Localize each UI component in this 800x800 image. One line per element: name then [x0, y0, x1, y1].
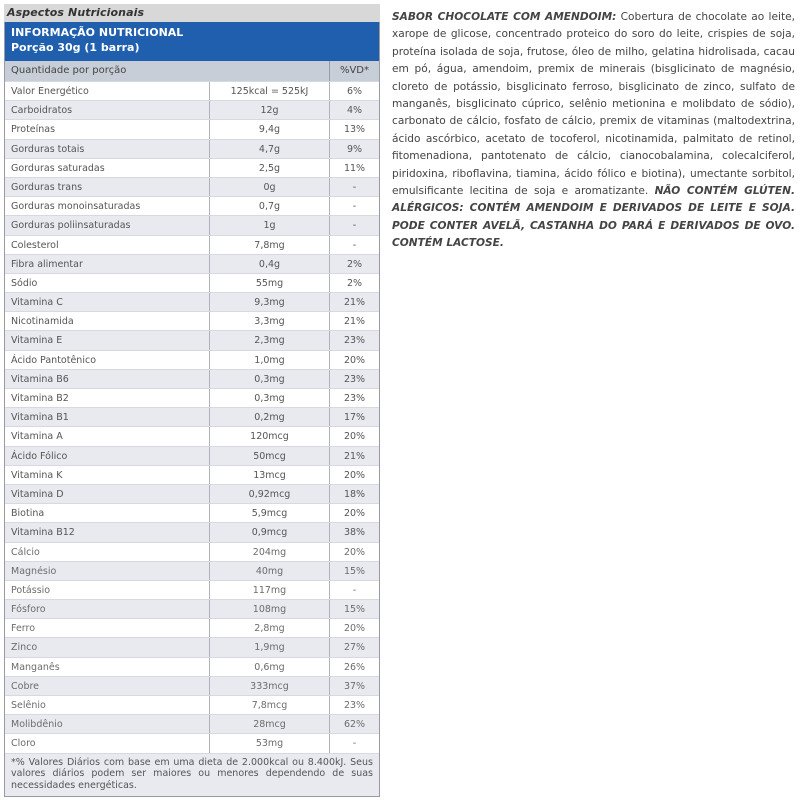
header-portion: Porção 30g (1 barra) — [11, 41, 140, 54]
nutrient-name: Cálcio — [5, 543, 210, 561]
nutrient-amount: 2,8mg — [210, 619, 330, 637]
nutrient-name: Molibdênio — [5, 715, 210, 733]
table-row — [5, 561, 379, 580]
nutrient-vd: 26% — [343, 661, 366, 673]
nutrient-vd: 27% — [343, 642, 366, 654]
table-row — [5, 426, 379, 445]
nutrient-name: Vitamina E — [5, 331, 210, 349]
nutrient-vd: 2% — [346, 258, 363, 270]
nutrient-name: Colesterol — [5, 236, 210, 254]
nutrient-amount: 0,4g — [210, 255, 330, 273]
nutrient-name: Zinco — [5, 638, 210, 656]
nutrient-vd: 15% — [343, 565, 366, 577]
nutrient-name: Manganês — [5, 658, 210, 676]
nutrient-vd: 20% — [343, 508, 366, 520]
nutrient-amount: 5,9mcg — [210, 504, 330, 522]
nutrient-name: Magnésio — [5, 562, 210, 580]
nutrient-amount: 0,2mg — [210, 408, 330, 426]
nutrient-vd: 23% — [343, 373, 366, 385]
nutrient-vd: 18% — [343, 488, 366, 500]
nutrient-amount: 9,3mg — [210, 293, 330, 311]
nutrition-table — [4, 22, 380, 797]
table-row — [5, 311, 379, 330]
nutrient-vd: 20% — [343, 623, 366, 635]
nutrient-name: Proteínas — [5, 120, 210, 138]
table-header — [5, 22, 379, 61]
nutrient-name: Carboidratos — [5, 101, 210, 119]
nutrient-amount: 120mcg — [210, 427, 330, 445]
col-vd-header: %VD* — [339, 65, 370, 76]
nutrient-amount: 40mg — [210, 562, 330, 580]
nutrient-amount: 108mg — [210, 600, 330, 618]
nutrient-amount: 50mcg — [210, 447, 330, 465]
nutrient-amount: 0,92mcg — [210, 485, 330, 503]
nutrient-vd: 21% — [343, 297, 366, 309]
nutrient-amount: 4,7g — [210, 140, 330, 158]
table-row — [5, 158, 379, 177]
nutrient-amount: 9,4g — [210, 120, 330, 138]
nutrient-amount: 1,0mg — [210, 351, 330, 369]
nutrient-amount: 0,9mcg — [210, 523, 330, 541]
section-title: Aspectos Nutricionais — [4, 4, 380, 22]
nutrient-amount: 0,6mg — [210, 658, 330, 676]
nutrient-amount: 0,3mg — [210, 370, 330, 388]
nutrient-name: Vitamina C — [5, 293, 210, 311]
nutrient-name: Potássio — [5, 581, 210, 599]
nutrient-vd: 21% — [343, 316, 366, 328]
nutrient-name: Valor Energético — [5, 82, 210, 100]
column-headers — [5, 61, 379, 81]
nutrient-vd: - — [352, 738, 357, 750]
nutrient-name: Vitamina B12 — [5, 523, 210, 541]
nutrient-vd: 11% — [343, 162, 366, 174]
allergen-warning: NÃO CONTÉM GLÚTEN. ALÉRGICOS: CONTÉM AMENDOIM E DERIVADOS DE LEITE E SOJA. PODE CONTER AVELÃ, CASTANHA DO PARÁ E DERIVADOS DE OVO. CONTÉM LACTOSE. — [392, 185, 795, 250]
table-row — [5, 215, 379, 234]
table-row — [5, 522, 379, 541]
nutrient-vd: - — [352, 201, 357, 213]
nutrient-amount: 13mcg — [210, 466, 330, 484]
nutrient-vd: 38% — [343, 527, 366, 539]
nutrient-name: Vitamina K — [5, 466, 210, 484]
nutrient-amount: 0,7g — [210, 197, 330, 215]
table-row — [5, 292, 379, 311]
nutrient-amount: 204mg — [210, 543, 330, 561]
table-row — [5, 81, 379, 100]
table-row — [5, 196, 379, 215]
table-row — [5, 330, 379, 349]
nutrient-vd: 23% — [343, 393, 366, 404]
table-row — [5, 350, 379, 369]
table-row — [5, 254, 379, 273]
col-quantity-header: Quantidade por porção — [5, 61, 330, 81]
nutrient-vd: - — [352, 181, 357, 193]
nutrient-vd: 20% — [343, 469, 366, 481]
nutrient-amount: 1g — [210, 216, 330, 234]
table-row — [5, 676, 379, 695]
nutrient-name: Gorduras monoinsaturadas — [5, 197, 210, 215]
nutrient-vd: 6% — [346, 86, 363, 97]
table-row — [5, 714, 379, 733]
table-row — [5, 100, 379, 119]
nutrient-name: Fósforo — [5, 600, 210, 618]
nutrient-vd: 62% — [343, 719, 366, 731]
table-row — [5, 235, 379, 254]
nutrient-name: Ácido Fólico — [5, 447, 210, 465]
ingredients-list: Cobertura de chocolate ao leite, xarope de glicose, concentrado proteico do soro do leite, crispies de soja, proteína isolada de soja, frutose, óleo de milho, gelatina hidrolisada, cacau em pó, água, amendoim, premix de minerais (bisglicinato de magnésio, cloreto de potássio, bisglicinato ferroso, bisglicinato de zinco, sulfato de manganês, bisglicinato cúprico, selênio metionina e molibdato de sódio), carbonato de cálcio, fosfato de cálcio, premix de vitaminas (maltodextrina, ácido ascórbico, acetato de tocoferol, nicotinamida, palmitato de retinol, fitomenadiona, pantotenato de cálcio, cianocobalamina, colecalciferol, piridoxina, riboflavina, tiamina, ácido fólico e biotina), umectante sorbitol, emulsificante lecitina de soja e aromatizante. — [392, 11, 796, 198]
table-row — [5, 369, 379, 388]
table-row — [5, 503, 379, 522]
table-row — [5, 273, 379, 292]
header-title: INFORMAÇÃO NUTRICIONAL — [11, 26, 184, 39]
nutrient-name: Cloro — [5, 734, 210, 752]
nutrition-panel — [4, 4, 380, 797]
table-row — [5, 465, 379, 484]
nutrient-vd: 20% — [343, 431, 366, 443]
nutrient-vd: 20% — [343, 354, 366, 366]
table-row — [5, 637, 379, 656]
table-row — [5, 388, 379, 407]
nutrient-amount: 7,8mg — [210, 236, 330, 254]
nutrient-vd: - — [352, 239, 357, 251]
nutrient-vd: 20% — [343, 546, 366, 558]
nutrient-amount: 0g — [210, 178, 330, 196]
nutrient-name: Nicotinamida — [5, 312, 210, 330]
nutrient-name: Gorduras trans — [5, 178, 210, 196]
nutrient-name: Fibra alimentar — [5, 255, 210, 273]
nutrient-name: Gorduras saturadas — [5, 159, 210, 177]
table-row — [5, 695, 379, 714]
nutrient-amount: 2,5g — [210, 159, 330, 177]
nutrient-amount: 1,9mg — [210, 638, 330, 656]
table-row — [5, 618, 379, 637]
table-row — [5, 119, 379, 138]
nutrient-amount: 0,3mg — [210, 389, 330, 407]
table-row — [5, 733, 379, 752]
nutrient-vd: 13% — [343, 124, 366, 136]
nutrient-name: Gorduras totais — [5, 140, 210, 158]
nutrient-vd: 17% — [343, 412, 366, 424]
nutrient-amount: 333mcg — [210, 677, 330, 695]
table-row — [5, 542, 379, 561]
table-row — [5, 139, 379, 158]
table-row — [5, 599, 379, 618]
nutrient-name: Biotina — [5, 504, 210, 522]
nutrient-amount: 28mcg — [210, 715, 330, 733]
nutrient-name: Vitamina B2 — [5, 389, 210, 407]
table-row — [5, 484, 379, 503]
nutrient-amount: 53mg — [210, 734, 330, 752]
nutrient-vd: 9% — [346, 143, 363, 155]
nutrient-amount: 12g — [210, 101, 330, 119]
nutrient-vd: 23% — [343, 700, 366, 711]
footnote: *% Valores Diários com base em uma dieta de 2.000kcal ou 8.400kJ. Seus valores diários podem ser maiores ou menores dependendo de suas necessidades energéticas. — [5, 753, 379, 796]
nutrient-vd: 15% — [343, 604, 366, 616]
nutrient-name: Ácido Pantotênico — [5, 351, 210, 369]
nutrient-vd: 21% — [343, 450, 366, 462]
nutrient-name: Vitamina A — [5, 427, 210, 445]
table-row — [5, 657, 379, 676]
ingredients-lead: SABOR CHOCOLATE COM AMENDOIM: — [392, 11, 617, 23]
table-row — [5, 177, 379, 196]
nutrient-amount: 2,3mg — [210, 331, 330, 349]
nutrient-name: Ferro — [5, 619, 210, 637]
nutrient-name: Vitamina D — [5, 485, 210, 503]
nutrient-amount: 125kcal = 525kJ — [210, 82, 330, 100]
nutrient-name: Cobre — [5, 677, 210, 695]
table-body — [5, 81, 379, 753]
nutrient-name: Selênio — [5, 696, 210, 714]
nutrient-name: Vitamina B1 — [5, 408, 210, 426]
nutrient-name: Sódio — [5, 274, 210, 292]
nutrient-name: Vitamina B6 — [5, 370, 210, 388]
nutrient-vd: 2% — [346, 277, 363, 289]
nutrient-vd: 4% — [346, 105, 363, 117]
nutrient-amount: 7,8mcg — [210, 696, 330, 714]
nutrient-name: Gorduras poliinsaturadas — [5, 216, 210, 234]
nutrient-amount: 55mg — [210, 274, 330, 292]
table-row — [5, 407, 379, 426]
nutrient-amount: 3,3mg — [210, 312, 330, 330]
nutrient-vd: 23% — [343, 335, 366, 347]
nutrient-vd: 37% — [343, 680, 366, 692]
table-row — [5, 446, 379, 465]
table-row — [5, 580, 379, 599]
nutrient-vd: - — [352, 584, 357, 596]
nutrient-amount: 117mg — [210, 581, 330, 599]
nutrient-vd: - — [352, 220, 357, 232]
ingredients-text — [392, 9, 795, 253]
